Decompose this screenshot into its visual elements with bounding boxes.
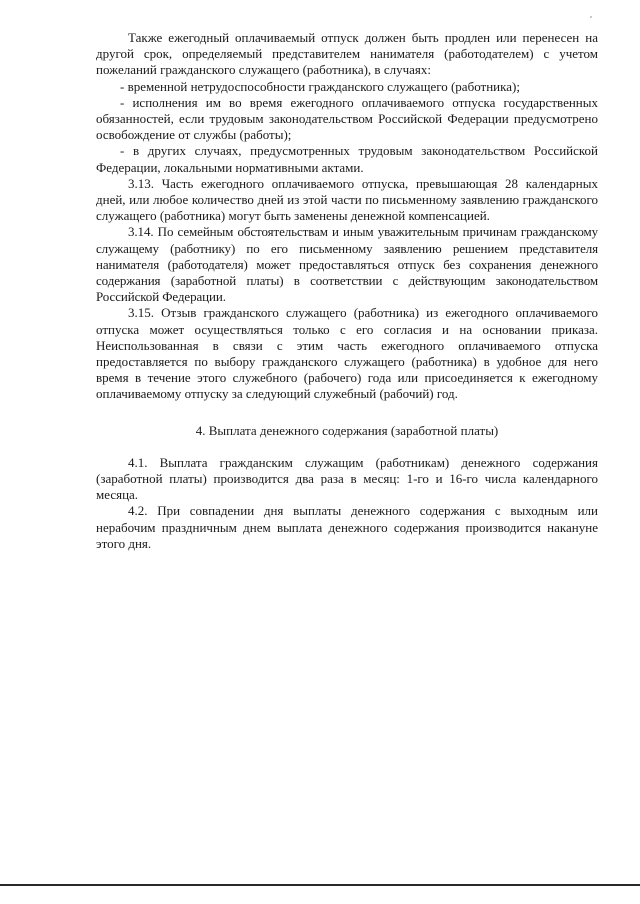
list-item-other-cases: - в других случаях, предусмотренных трудовым законодательством Российской Федерации, локальными нормативными актами. (96, 143, 598, 175)
document-page (96, 30, 598, 552)
scan-speck (590, 16, 592, 18)
section-heading: 4. Выплата денежного содержания (заработной платы) (195, 422, 499, 438)
paragraph-4-1: 4.1. Выплата гражданским служащим (работникам) денежного содержания (заработной платы) производится два раза в месяц: 1-го и 16-го числа календарного месяца. (96, 454, 598, 503)
paragraph-3-14: 3.14. По семейным обстоятельствам и иным уважительным причинам гражданскому служащему (работнику) по его письменному заявлению решением представителя нанимателя (работодателя) может предоставляться отпуск без сохранения денежного содержания (заработной платы) в соответствии с действующим законодательством Российской Федерации. (96, 224, 598, 305)
paragraph-3-15: 3.15. Отзыв гражданского служащего (работника) из ежегодного оплачиваемого отпуска может осуществляться только с его согласия и на основании приказа. Неиспользованная в связи с этим часть ежегодного оплачиваемого отпуска предоставляется по выбору гражданского служащего (работника) в удобное для него время в течение этого служебного (рабочего) года или присоединяется к ежегодному оплачиваемому отпуску за следующий служебный (рабочий) год. (96, 305, 598, 402)
paragraph-leave-extension: Также ежегодный оплачиваемый отпуск должен быть продлен или перенесен на другой срок, определяемый представителем нанимателя (работодателем) с учетом пожеланий гражданского служащего (работника), в случаях: (96, 30, 598, 78)
list-item-temporary-disability: - временной нетрудоспособности гражданского служащего (работника); (120, 78, 520, 94)
list-item-state-duties: - исполнения им во время ежегодного оплачиваемого отпуска государственных обязанностей, если трудовым законодательством Российской Федерации предусмотрено освобождение от службы (работы); (96, 94, 598, 143)
paragraph-3-13: 3.13. Часть ежегодного оплачиваемого отпуска, превышающая 28 календарных дней, или любое количество дней из этой части по письменному заявлению гражданского служащего (работника) могут быть заменены денежной компенсацией. (96, 175, 598, 224)
paragraph-4-2: 4.2. При совпадении дня выплаты денежного содержания с выходным или нерабочим праздничным днем выплата денежного содержания производится накануне этого дня. (96, 503, 598, 551)
bottom-scan-edge (0, 884, 640, 886)
